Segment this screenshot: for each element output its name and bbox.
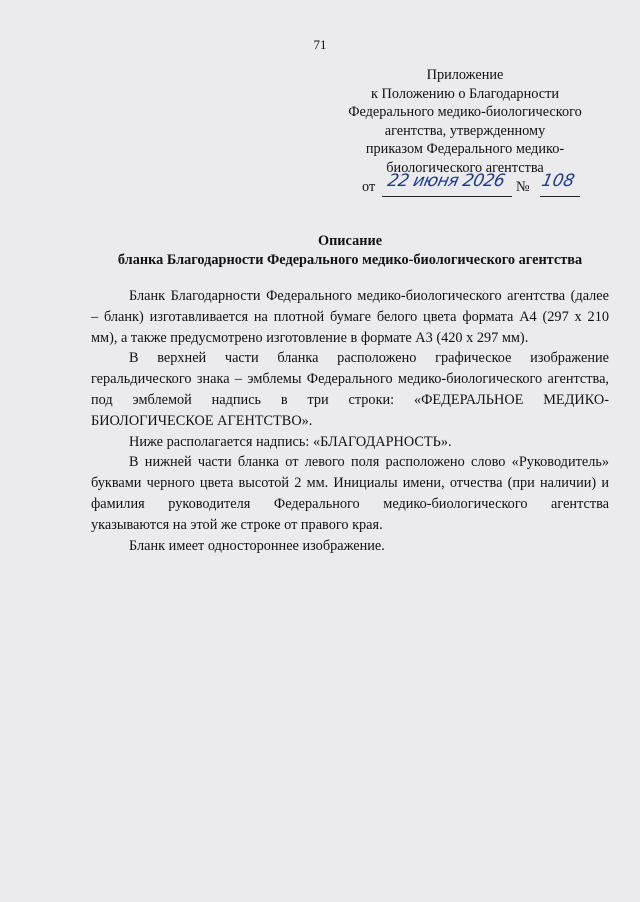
appendix-line: к Положению о Благодарности: [371, 85, 559, 102]
number-underline: [540, 196, 580, 197]
appendix-block: [330, 66, 600, 198]
title-line-2: бланка Благодарности Федерального медико-биологического агентства: [117, 251, 583, 268]
from-label: от: [362, 178, 376, 195]
number-label: №: [516, 178, 530, 195]
title-line-1: Описание: [317, 233, 383, 249]
paragraph: Бланк имеет одностороннее изображение.: [129, 537, 385, 554]
date-underline: [382, 196, 512, 197]
appendix-line: приказом Федерального медико-: [365, 141, 565, 158]
paragraph: Бланк Благодарности Федерального медико-биологического агентства (далее – бланк) изготавливается на плотной бумаге белого цвета формата А4 (297 х 210 мм), а также предусмотрено изготовление в формате А3 (420 х 297 мм).: [91, 288, 609, 346]
document-title: [60, 232, 640, 269]
appendix-line: агентства, утвержденному: [384, 122, 546, 139]
handwritten-date: 22 июня 2026: [385, 170, 507, 191]
order-reference: [330, 170, 600, 198]
paragraph: В нижней части бланка от левого поля расположено слово «Руководитель» буквами черного цвета высотой 2 мм. Инициалы имени, отчества (при наличии) и фамилия руководителя Федерального медико-биологического агентства указываются на этой же строке от правого края.: [91, 454, 609, 533]
paragraph: В верхней части бланка расположено графическое изображение геральдического знака – эмблемы Федерального медико-биологического агентства, под эмблемой надпись в три строки: «ФЕДЕРАЛЬНОЕ МЕДИКО-БИОЛОГИЧЕСКОЕ АГЕНТСТВО».: [91, 350, 609, 429]
handwritten-number: 108: [539, 170, 577, 191]
paragraph: Ниже располагается надпись: «БЛАГОДАРНОСТЬ».: [129, 433, 452, 450]
document-body: [91, 286, 609, 556]
appendix-line: Федерального медико-биологического: [348, 104, 582, 121]
appendix-line: биологического агентства: [386, 159, 544, 176]
page-number: 71: [313, 37, 327, 52]
appendix-line: Приложение: [426, 67, 504, 83]
